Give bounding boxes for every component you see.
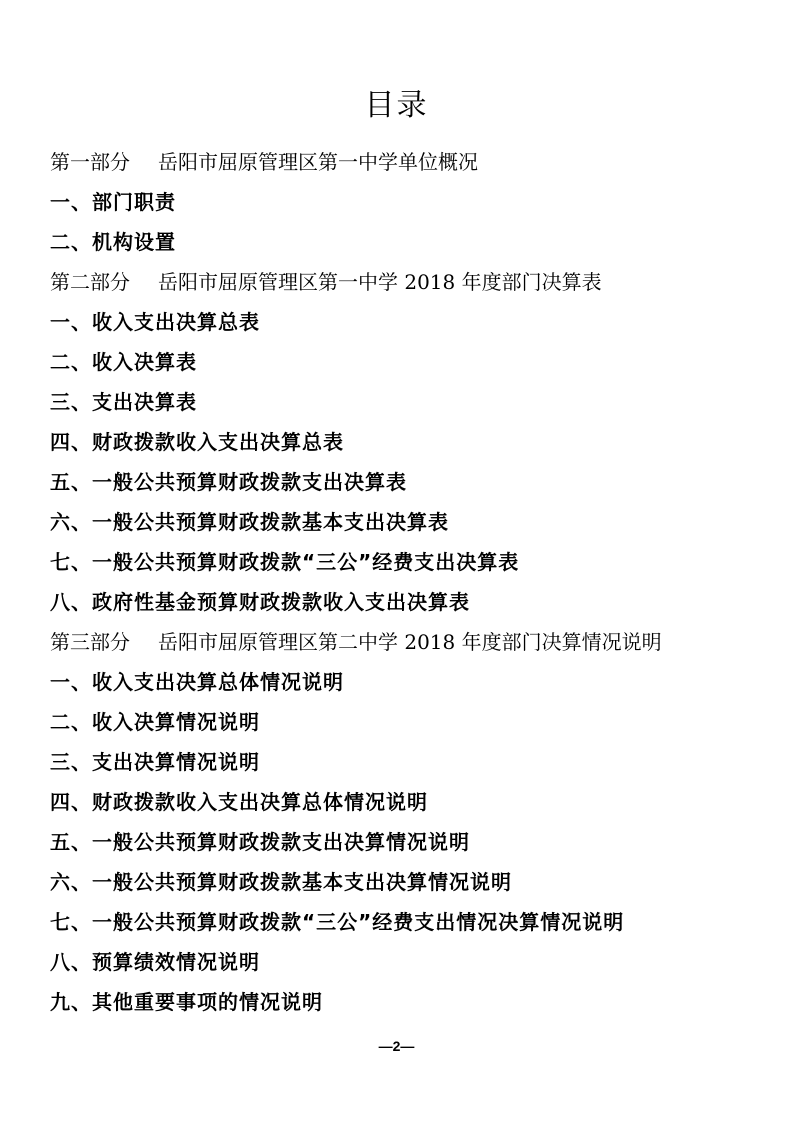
toc-item: 一、收入支出决算总表	[50, 310, 260, 334]
toc-part-title: 岳阳市屈原管理区第一中学 2018 年度部门决算表	[158, 270, 602, 294]
toc-item: 七、一般公共预算财政拨款“三公”经费支出情况决算情况说明	[50, 910, 625, 934]
toc-item: 二、机构设置	[50, 230, 176, 254]
toc-part-1	[50, 142, 770, 182]
toc-part-number: 第一部分	[50, 150, 130, 174]
toc-item: 二、收入决算情况说明	[50, 710, 260, 734]
toc-item: 九、其他重要事项的情况说明	[50, 990, 323, 1014]
toc-part-3	[50, 622, 770, 662]
toc-item: 八、政府性基金预算财政拨款收入支出决算表	[50, 590, 470, 614]
toc-item: 四、财政拨款收入支出决算总体情况说明	[50, 790, 428, 814]
toc-part-number: 第三部分	[50, 630, 130, 654]
toc-part-2	[50, 262, 770, 302]
toc-item: 五、一般公共预算财政拨款支出决算表	[50, 470, 407, 494]
toc-item: 二、收入决算表	[50, 350, 197, 374]
toc-item: 七、一般公共预算财政拨款“三公”经费支出决算表	[50, 550, 520, 574]
toc-item: 三、支出决算表	[50, 390, 197, 414]
toc-part-title: 岳阳市屈原管理区第一中学单位概况	[158, 150, 478, 174]
toc-part-number: 第二部分	[50, 270, 130, 294]
toc-item: 一、部门职责	[50, 190, 176, 214]
toc-item: 五、一般公共预算财政拨款支出决算情况说明	[50, 830, 470, 854]
toc-item: 一、收入支出决算总体情况说明	[50, 670, 344, 694]
toc-item: 八、预算绩效情况说明	[50, 950, 260, 974]
toc-part-title: 岳阳市屈原管理区第二中学 2018 年度部门决算情况说明	[158, 630, 662, 654]
toc-item: 六、一般公共预算财政拨款基本支出决算表	[50, 510, 449, 534]
page-title: 目录	[364, 88, 429, 123]
toc-item: 六、一般公共预算财政拨款基本支出决算情况说明	[50, 870, 512, 894]
page-number: —2—	[378, 1038, 415, 1054]
toc-item: 三、支出决算情况说明	[50, 750, 260, 774]
toc-item: 四、财政拨款收入支出决算总表	[50, 430, 344, 454]
table-of-contents	[50, 142, 770, 1022]
